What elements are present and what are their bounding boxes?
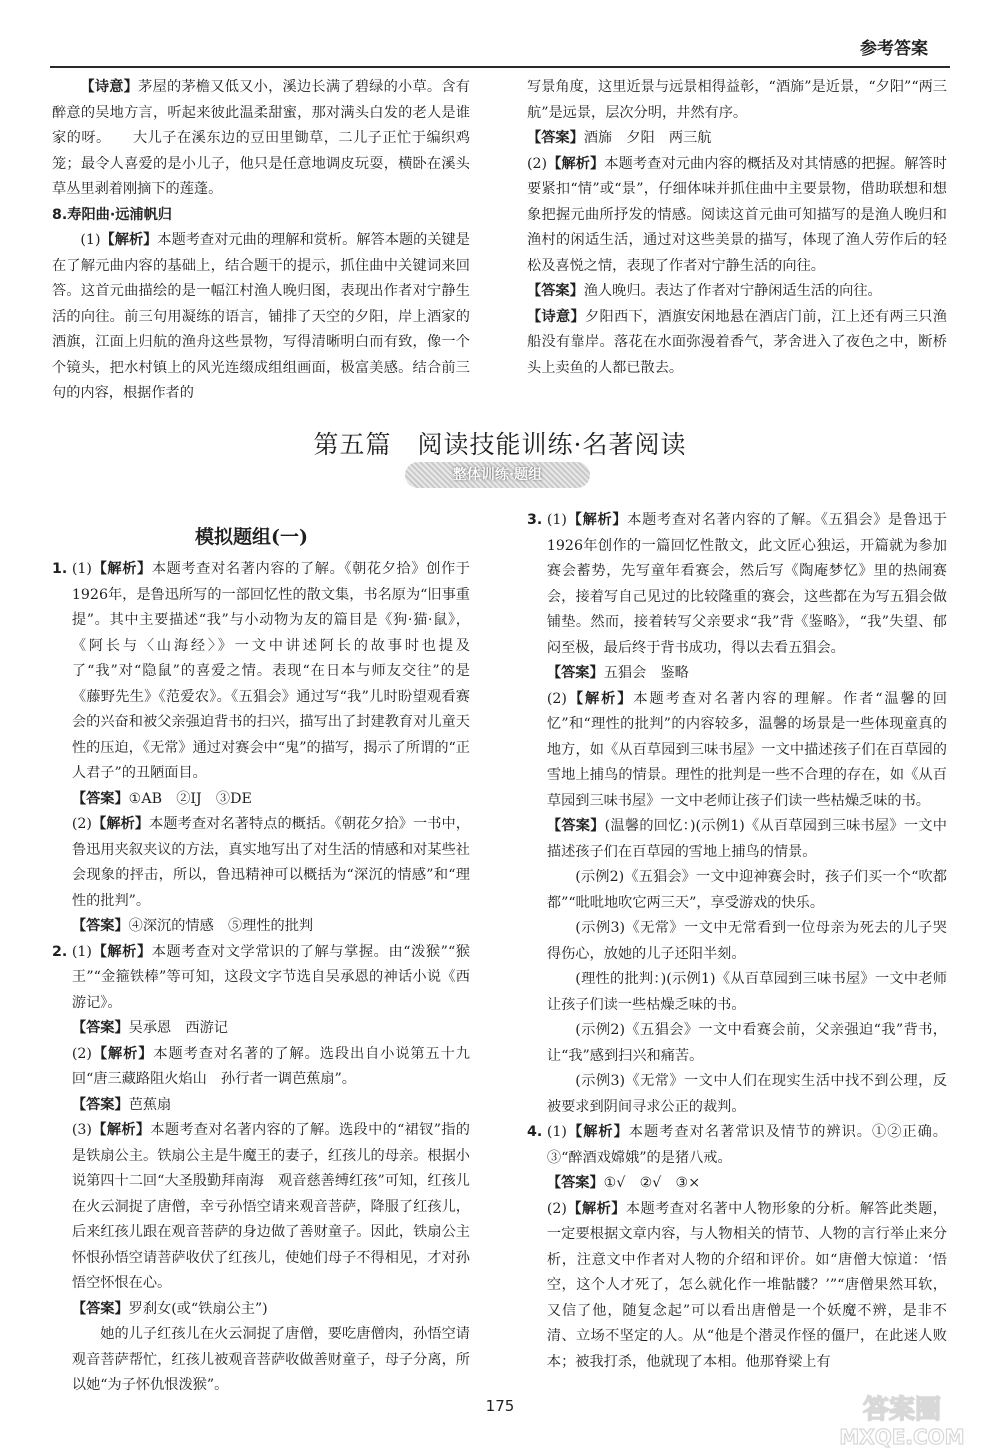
answer-1: 【答案】酒旆 夕阳 两三航: [527, 130, 712, 146]
q3b-analysis: (2)【解析】本题考查对名著内容的理解。作者“温馨的回忆”和“理性的批判”的内容较多，温馨的场景是一些体现童真的地方，如《从百草园到三味书屋》一文中描述孩子们在百草园的雪地上捕鸟的情景。理性的批判是一些不合理的存在，如《从百草园到三味书屋》一文中老师让孩子们读一些枯燥乏味的书。: [546, 690, 947, 809]
q2c-answer: 【答案】罗刹女(或“铁扇公主”): [71, 1300, 268, 1317]
q3-answer: 【答案】五猖会 鉴略: [546, 665, 689, 681]
svg-text:MXQE.COM: MXQE.COM: [839, 1425, 965, 1449]
poem-meaning-tag: 【诗意】: [80, 79, 139, 95]
q2c-analysis: (3)【解析】本题考查对名著内容的了解。选段中的“裙钗”指的是铁扇公主。铁扇公主是牛魔王的妻子，红孩儿的母亲。根据小说第四十二回“大圣殷勤拜南海 观音慈善缚红孩”可知，红孩儿在火云洞捉了唐僧，幸亏孙悟空请来观音菩萨，降服了红孩儿，后来红孩儿跟在观音菩萨的身边做了善财童子。因此，铁扇公主怀恨孙悟空请菩萨收伏了红孩儿，使她们母子不得相见，才对孙悟空怀恨在心。: [71, 1122, 470, 1291]
q2c-extra: 她的儿子红孩儿在火云洞捉了唐僧，要吃唐僧肉，孙悟空请观音菩萨帮忙，红孩儿被观音菩萨收做善财童子，母子分离，所以她“为子怀仇恨泼猴”。: [71, 1326, 470, 1393]
top-left-column: [52, 75, 470, 407]
item8-title: 8.寿阳曲·远浦帆归: [52, 206, 172, 223]
poem-meaning-paragraph: [52, 75, 470, 203]
poem-meaning-text: 茅屋的茅檐又低又小，溪边长满了碧绿的小草。含有醉意的吴地方言，听起来彼此温柔甜蜜，那对满头白发的老人是谁家的呀。 大儿子在溪东边的豆田里锄草，二儿子正忙于编织鸡笼；最令人喜爱的是小儿子，他只是任意地调皮玩耍，横卧在溪头草丛里剥着刚摘下的莲蓬。: [52, 79, 470, 197]
q2b-answer: 【答案】芭蕉扇: [71, 1096, 172, 1113]
q3b-example-5: (示例2)《五猖会》一文中看赛会前，父亲强迫“我”背书，让“我”感到扫兴和痛苦。: [546, 1022, 947, 1064]
q1-answer: 【答案】①AB ②IJ ③DE: [71, 790, 252, 807]
header-rule: [50, 66, 950, 68]
q1b-analysis: (2)【解析】本题考查对名著特点的概括。《朝花夕拾》一书中，鲁迅用夹叙夹议的方法，真实地写出了对生活的情感和对某些社会现象的抨击，所以，鲁迅精神可以概括为“深沉的情感”和“理性的批判”。: [71, 816, 470, 909]
analysis-2: (2)【解析】本题考查对元曲内容的概括及对其情感的把握。解答时要紧扣“情”或“景”，仔细体味并抓住曲中主要景物，借助联想和想象把握元曲所抒发的情感。阅读这首元曲可知描写的是渔人晚归和渔村的闲适生活，通过对这些美景的描写，体现了渔人劳作后的轻松及喜悦之情，表现了作者对宁静生活的向往。: [527, 155, 947, 274]
q3b-example-3: (示例3)《无常》一文中无常看到一位母亲为死去的儿子哭得伤心，放她的儿子还阳半刻。: [546, 920, 947, 962]
q4-analysis: 4. (1)【解析】本题考查对名著常识及情节的辨识。①②正确。③“醉酒戏嫦娥”的是猪八戒。: [527, 1124, 947, 1166]
q4-answer: 【答案】①√ ②√ ③×: [546, 1175, 701, 1191]
q4b-analysis: (2)【解析】本题考查对名著中人物形象的分析。解答此类题，一定要根据文章内容，与人物相关的情节、人物的言行举止来分析，注意文中作者对人物的介绍和评价。如“唐僧大惊道：‘悟空，这个人才死了，怎么就化作一堆骷髅？’”“唐僧果然耳软，又信了他，随复念起”可以看出唐僧是一个妖魔不辨，是非不清、立场不坚定的人。从“他是个潜灵作怪的僵尸，在此迷人败本；被我打杀，他就现了本相。他那脊梁上有: [546, 1200, 947, 1370]
bottom-right-column: [527, 508, 947, 1375]
q3b-example-4: (理性的批判：)(示例1)《从百草园到三味书屋》一文中老师让孩子们读一些枯燥乏味的书。: [546, 971, 947, 1013]
page-number: 175: [485, 1397, 515, 1415]
svg-text:答案圈: 答案圈: [862, 1395, 942, 1425]
q2b-analysis: (2)【解析】本题考查对名著的了解。选段出自小说第五十九回“唐三藏路阻火焰山 孙行者一调芭蕉扇”。: [71, 1045, 470, 1087]
q2-analysis: 2. (1)【解析】本题考查对文学常识的了解与掌握。由“泼猴”“猴王”“金箍铁棒”等可知，这段文字节选自吴承恩的神话小说《西游记》。: [52, 943, 470, 1011]
q3-analysis: 3. (1)【解析】本题考查对名著内容的了解。《五猖会》是鲁迅于1926年创作的一篇回忆性散文，此文匠心独运，开篇就为参加赛会蓄势，先写童年看赛会，然后写《陶庵梦忆》里的热闹赛会，接着写自己见过的比较隆重的赛会，这些都在为写五猖会做铺垫。然而，接着转写父亲要求“我”背《鉴略》，“我”失望、郁闷至极，最后终于背书成功，得以去看五猖会。: [527, 512, 947, 656]
bottom-left-column: [52, 557, 470, 1399]
q3b-answer: 【答案】(温馨的回忆：)(示例1)《从百草园到三味书屋》一文中描述孩子们在百草园的雪地上捕鸟的情景。: [546, 818, 947, 860]
poem-meaning-2: 【诗意】夕阳西下，酒旗安闲地悬在酒店门前，江上还有两三只渔船没有靠岸。落花在水面弥漫着香气，茅舍进入了夜色之中，断桥头上卖鱼的人都已散去。: [527, 308, 947, 376]
top-right-column: [527, 75, 947, 381]
scene-analysis-cont: 写景角度，这里近景与远景相得益彰，“酒旆”是近景，“夕阳”“两三航”是远景，层次分明，井然有序。: [527, 79, 947, 121]
q1b-answer: 【答案】④深沉的情感 ⑤理性的批判: [71, 918, 314, 934]
q1-analysis: 1. (1)【解析】本题考查对名著内容的了解。《朝花夕拾》创作于1926年，是鲁迅所写的一部回忆性的散文集，书名原为“旧事重提”。其中主要描述“我”与小动物为友的篇目是《狗·猫·鼠》，《阿长与〈山海经〉》一文中讲述阿长的故事时也提及了“我”对“隐鼠”的喜爱之情。表现“在日本与师友交往”的是《藤野先生》《范爱农》。《五猖会》通过写“我”儿时盼望观看赛会的兴奋和被父亲强迫背书的扫兴，描写出了封建教育对儿童天性的压迫，《无常》通过对赛会中“鬼”的描写，揭示了所谓的“正人君子”的丑陋面目。: [52, 561, 470, 781]
item8-analysis: (1)【解析】本题考查对元曲的理解和赏析。解答本题的关键是在了解元曲内容的基础上，结合题干的提示，抓住曲中关键词来回答。这首元曲描绘的是一幅江村渔人晚归图，表现出作者对宁静生活的向往。前三句用凝练的语言，铺排了天空的夕阳，岸上酒家的酒旗，江面上归航的渔舟这些景物，写得清晰明白而有致，像一个个镜头，把水村镇上的风光连缀成组组画面，极富美感。结合前三句的内容，根据作者的: [52, 232, 470, 401]
section-title: 第五篇 阅读技能训练·名著阅读: [313, 430, 687, 459]
group-title: 模拟题组(一): [195, 526, 308, 548]
q3b-example-6: (示例3)《无常》一文中人们在现实生活中找不到公理，反被要求到阴间寻求公正的裁判。: [546, 1073, 947, 1115]
q2-answer: 【答案】吴承恩 西游记: [71, 1020, 228, 1036]
header-label: 参考答案: [860, 39, 928, 59]
answer-2: 【答案】渔人晚归。表达了作者对宁静闲适生活的向往。: [527, 283, 882, 299]
watermark-logo: [818, 1388, 986, 1450]
q3b-example-2: (示例2)《五猖会》一文中迎神赛会时，孩子们买一个“吹都都”“吡吡地吹它两三天”，享受游戏的快乐。: [546, 869, 947, 911]
section-banner: 整体训练·题组: [405, 462, 590, 488]
